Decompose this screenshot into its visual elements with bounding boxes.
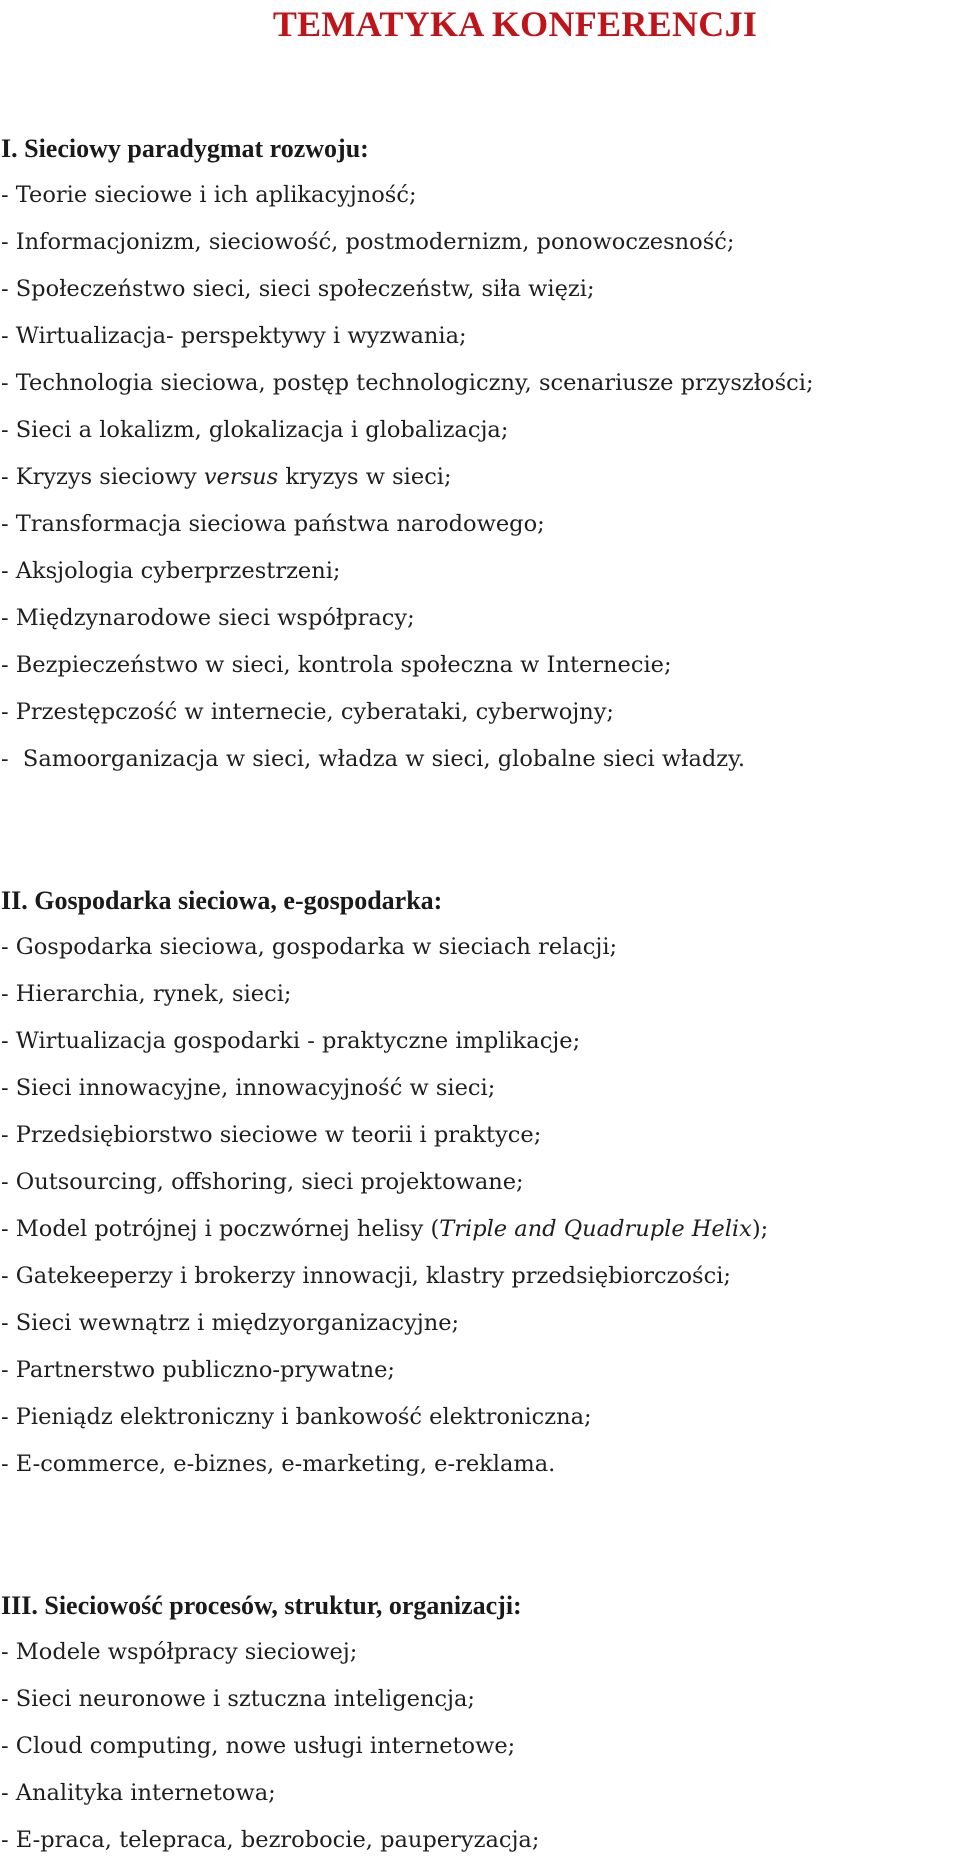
topic-item: - Sieci wewnątrz i międzyorganizacyjne;: [1, 1310, 460, 1336]
topic-item: - Bezpieczeństwo w sieci, kontrola społeczna w Internecie;: [1, 652, 672, 678]
topic-item: - Aksjologia cyberprzestrzeni;: [1, 558, 341, 584]
italic-term: Triple and Quadruple Helix: [439, 1216, 752, 1242]
topic-item: - Informacjonizm, sieciowość, postmodernizm, ponowoczesność;: [1, 229, 735, 255]
topic-list: [0, 1629, 960, 1864]
topic-item: - Wirtualizacja- perspektywy i wyzwania;: [1, 323, 467, 349]
topic-item: - Gospodarka sieciowa, gospodarka w sieciach relacji;: [1, 934, 618, 960]
topic-item: - Hierarchia, rynek, sieci;: [1, 981, 292, 1007]
topic-item: - Przestępczość w internecie, cyberataki, cyberwojny;: [1, 699, 615, 725]
topic-item: - Partnerstwo publiczno-prywatne;: [1, 1357, 395, 1383]
topic-item: - Analityka internetowa;: [1, 1780, 276, 1806]
topic-item: - Sieci innowacyjne, innowacyjność w sieci;: [1, 1075, 496, 1101]
section-heading: III. Sieciowość procesów, struktur, organizacji:: [1, 1591, 522, 1620]
topic-item: - Teorie sieciowe i ich aplikacyjność;: [1, 182, 417, 208]
topic-item: - Pieniądz elektroniczny i bankowość elektroniczna;: [1, 1404, 592, 1430]
topic-item: - Cloud computing, nowe usługi internetowe;: [1, 1733, 516, 1759]
topic-text: - Kryzys sieciowy: [1, 464, 204, 490]
topic-item: - Wirtualizacja gospodarki - praktyczne implikacje;: [1, 1028, 581, 1054]
topic-item: - E-praca, telepraca, bezrobocie, pauperyzacja;: [1, 1827, 540, 1853]
topic-item: - Samoorganizacja w sieci, władza w sieci, globalne sieci władzy.: [1, 746, 745, 772]
italic-term: versus: [203, 464, 279, 490]
section-heading: I. Sieciowy paradygmat rozwoju:: [1, 134, 369, 163]
topic-item: - Społeczeństwo sieci, sieci społeczeństw, siła więzi;: [1, 276, 595, 302]
topic-item: - Outsourcing, offshoring, sieci projektowane;: [1, 1169, 524, 1195]
topic-item-with-italic: [0, 454, 960, 501]
topic-item: - Sieci neuronowe i sztuczna inteligencja;: [1, 1686, 476, 1712]
topic-item: - E-commerce, e-biznes, e-marketing, e-reklama.: [1, 1451, 556, 1477]
topic-item: - Gatekeeperzy i brokerzy innowacji, klastry przedsiębiorczości;: [1, 1263, 731, 1289]
topic-text: );: [751, 1216, 769, 1242]
section-sieciowosc-procesow: [0, 1582, 960, 1864]
topic-item: - Modele współpracy sieciowej;: [1, 1639, 358, 1665]
topic-item: - Przedsiębiorstwo sieciowe w teorii i praktyce;: [1, 1122, 542, 1148]
topic-item: - Technologia sieciowa, postęp technologiczny, scenariusze przyszłości;: [1, 370, 814, 396]
topic-text: - Model potrójnej i poczwórnej helisy (: [1, 1216, 440, 1242]
topic-text: kryzys w sieci;: [278, 464, 452, 490]
topic-item: - Międzynarodowe sieci współpracy;: [1, 605, 415, 631]
section-sieciowy-paradygmat: [0, 125, 960, 783]
topic-item-with-italic: [0, 1206, 960, 1253]
page-title: TEMATYKA KONFERENCJI: [272, 4, 758, 44]
topic-list: [0, 172, 960, 783]
topic-item: - Sieci a lokalizm, glokalizacja i globalizacja;: [1, 417, 509, 443]
section-gospodarka-sieciowa: [0, 877, 960, 1488]
topic-list: [0, 924, 960, 1488]
section-heading: II. Gospodarka sieciowa, e-gospodarka:: [1, 886, 443, 915]
topic-item: - Transformacja sieciowa państwa narodowego;: [1, 511, 545, 537]
